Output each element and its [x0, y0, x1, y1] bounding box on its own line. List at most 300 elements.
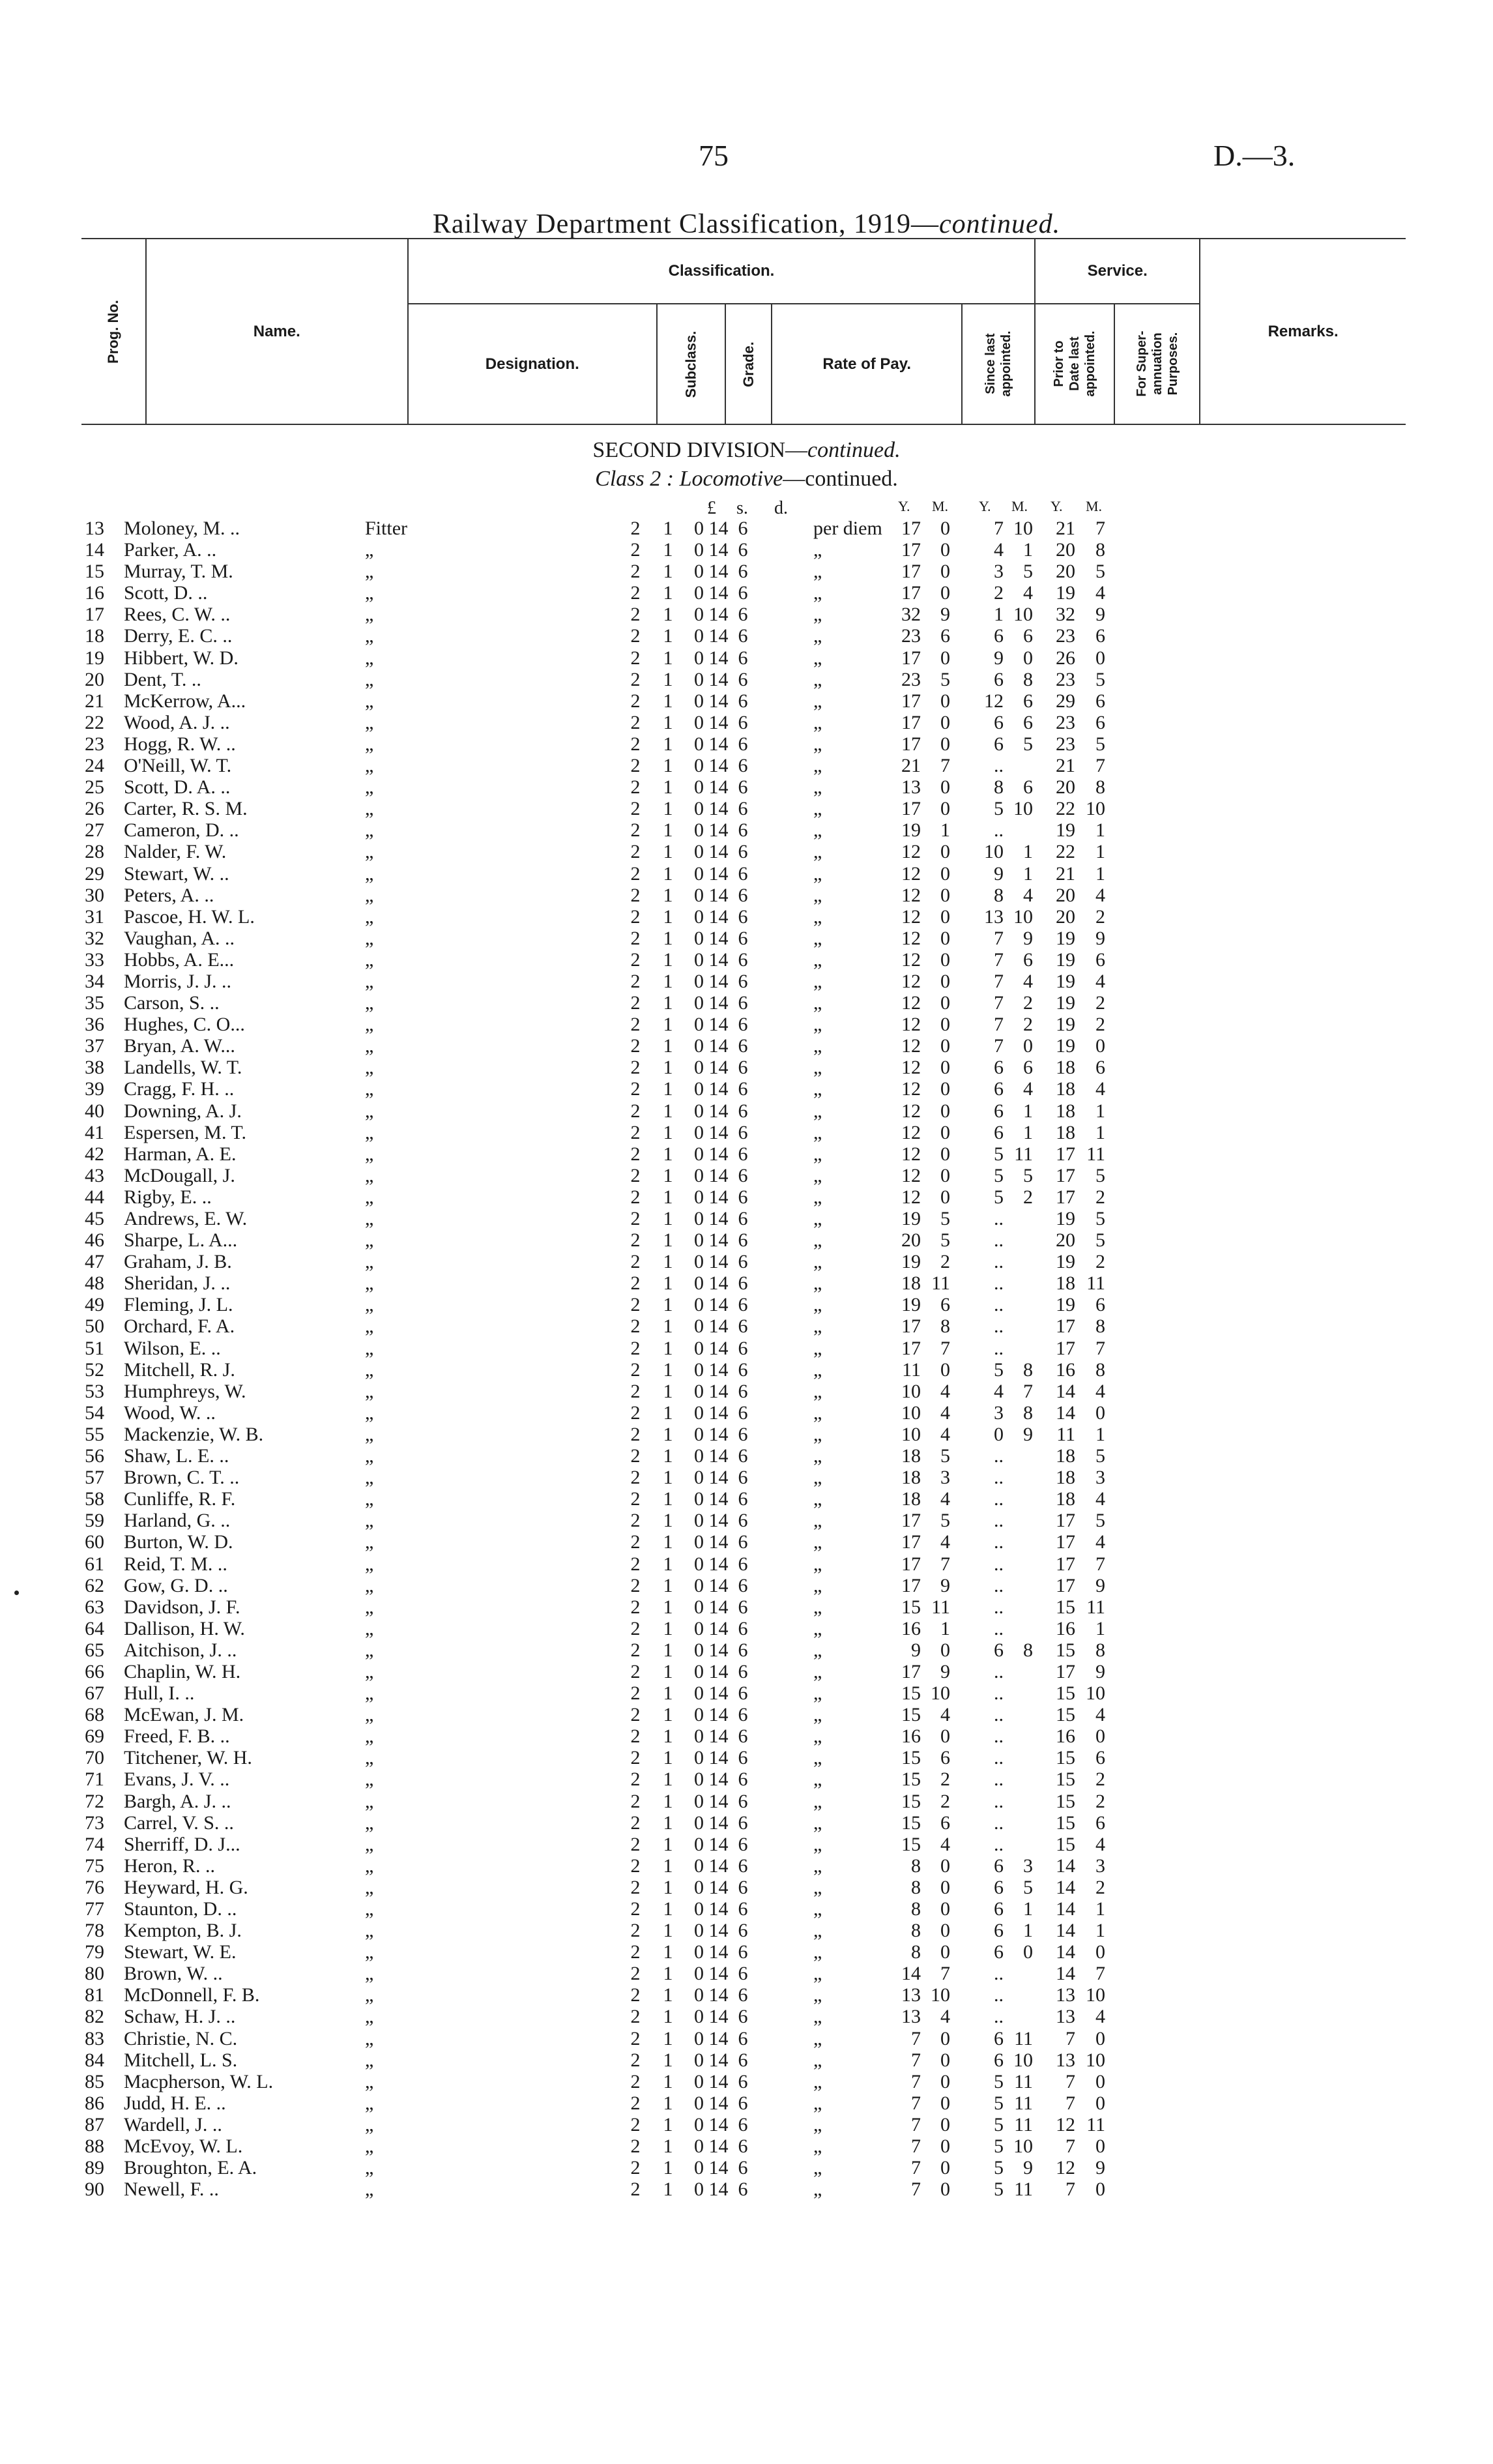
row-subclass: 2: [630, 1639, 641, 1661]
row-rate-unit: „: [813, 927, 822, 949]
row-prog-no: 54: [85, 1401, 104, 1424]
row-super-years: 13: [1056, 2049, 1075, 2071]
row-rate: 0 14 6: [694, 1963, 748, 1985]
row-prior-years: ..: [994, 1682, 1004, 1705]
row-designation: „: [365, 1682, 374, 1705]
row-prior-months: 8: [1023, 1358, 1033, 1381]
row-prior-years: ..: [994, 1445, 1004, 1467]
table-row: [0, 1596, 1493, 1618]
row-super-years: 14: [1056, 1876, 1075, 1898]
row-prior-months: 1: [1023, 1121, 1033, 1143]
row-grade: 1: [663, 1768, 673, 1791]
row-prior-years: 9: [994, 862, 1004, 885]
row-designation: „: [365, 1941, 374, 1963]
row-name: Kempton, B. J.: [124, 1920, 242, 1942]
row-subclass: 2: [630, 1229, 641, 1252]
row-subclass: 2: [630, 1876, 641, 1898]
table-row: [0, 1359, 1493, 1381]
row-name: Chaplin, W. H.: [124, 1660, 241, 1682]
row-since-years: 12: [901, 1100, 921, 1122]
row-super-years: 17: [1056, 1164, 1075, 1186]
row-super-months: 6: [1095, 625, 1105, 647]
row-since-years: 19: [901, 1294, 921, 1316]
row-rate-unit: „: [813, 2006, 822, 2028]
row-subclass: 2: [630, 518, 641, 539]
row-super-years: 18: [1056, 1272, 1075, 1295]
row-name: Mitchell, L. S.: [124, 2049, 238, 2071]
row-subclass: 2: [630, 2092, 641, 2114]
row-name: Aitchison, J. ..: [124, 1639, 237, 1661]
row-since-months: 4: [940, 1401, 950, 1424]
row-name: Dent, T. ..: [124, 668, 201, 690]
row-since-months: 0: [940, 647, 950, 669]
row-super-years: 17: [1056, 1531, 1075, 1553]
row-prior-years: ..: [994, 1963, 1004, 1985]
row-designation: „: [365, 970, 374, 992]
row-prior-years: 3: [994, 1401, 1004, 1424]
row-name: Peters, A. ..: [124, 884, 214, 906]
table-row: [0, 1682, 1493, 1704]
row-prior-months: 1: [1023, 862, 1033, 885]
row-since-months: 0: [940, 2070, 950, 2092]
row-super-years: 19: [1056, 992, 1075, 1014]
row-super-years: 17: [1056, 1574, 1075, 1596]
table-row: [0, 1122, 1493, 1143]
row-rate-unit: „: [813, 1963, 822, 1985]
row-since-years: 17: [901, 1553, 921, 1575]
row-subclass: 2: [630, 992, 641, 1014]
row-grade: 1: [663, 798, 673, 820]
row-since-years: 21: [901, 755, 921, 777]
row-designation: „: [365, 2178, 374, 2201]
row-since-months: 0: [940, 1855, 950, 1877]
row-prior-years: ..: [994, 1488, 1004, 1510]
row-super-months: 7: [1095, 1963, 1105, 1985]
row-since-months: 10: [931, 1984, 950, 2006]
row-subclass: 2: [630, 2113, 641, 2135]
row-subclass: 2: [630, 1401, 641, 1424]
row-rate: 0 14 6: [694, 1704, 748, 1726]
row-subclass: 2: [630, 1747, 641, 1769]
table-row: [0, 1661, 1493, 1682]
header-rate-of-pay: Rate of Pay.: [772, 304, 962, 424]
row-rate: 0 14 6: [694, 1725, 748, 1748]
row-prior-years: 5: [994, 1358, 1004, 1381]
row-prior-years: ..: [994, 1660, 1004, 1682]
row-grade: 1: [663, 1100, 673, 1122]
row-prog-no: 31: [85, 905, 104, 928]
table-row: [0, 2092, 1493, 2114]
row-super-months: 1: [1095, 1920, 1105, 1942]
row-rate-unit: „: [813, 1876, 822, 1898]
table-row: [0, 2006, 1493, 2027]
row-name: Wood, A. J. ..: [124, 711, 230, 733]
row-subclass: 2: [630, 1445, 641, 1467]
row-since-years: 17: [901, 1531, 921, 1553]
row-grade: 1: [663, 1898, 673, 1920]
row-rate-unit: „: [813, 1100, 822, 1122]
table-row: [0, 1229, 1493, 1251]
row-rate-unit: „: [813, 604, 822, 626]
row-prior-years: ..: [994, 1229, 1004, 1252]
row-super-months: 9: [1095, 2157, 1105, 2179]
row-subclass: 2: [630, 1251, 641, 1273]
header-name: Name.: [146, 239, 408, 424]
header-prog-no: Prog. No.: [81, 239, 146, 424]
row-since-years: 17: [901, 1315, 921, 1338]
row-name: Brown, W. ..: [124, 1963, 223, 1985]
row-since-years: 7: [911, 2113, 921, 2135]
table-header: [81, 238, 1406, 425]
row-prior-years: ..: [994, 1833, 1004, 1855]
row-grade: 1: [663, 1617, 673, 1639]
table-row: [0, 1208, 1493, 1229]
row-name: Fleming, J. L.: [124, 1294, 233, 1316]
row-super-years: 23: [1056, 668, 1075, 690]
row-prog-no: 90: [85, 2178, 104, 2201]
row-designation: „: [365, 561, 374, 583]
row-name: Stewart, W. E.: [124, 1941, 237, 1963]
row-designation: „: [365, 2027, 374, 2049]
row-name: Rees, C. W. ..: [124, 604, 231, 626]
row-name: Heron, R. ..: [124, 1855, 215, 1877]
row-grade: 1: [663, 927, 673, 949]
row-since-months: 2: [940, 1790, 950, 1812]
row-rate-unit: „: [813, 2092, 822, 2114]
row-rate-unit: „: [813, 1574, 822, 1596]
row-prog-no: 83: [85, 2027, 104, 2049]
row-rate-unit: „: [813, 1660, 822, 1682]
row-prog-no: 70: [85, 1747, 104, 1769]
row-designation: „: [365, 2092, 374, 2114]
table-row: [0, 647, 1493, 669]
table-row: [0, 1251, 1493, 1272]
row-prior-years: 4: [994, 1380, 1004, 1402]
row-since-years: 15: [901, 1747, 921, 1769]
row-prog-no: 62: [85, 1574, 104, 1596]
row-since-months: 2: [940, 1251, 950, 1273]
row-grade: 1: [663, 1423, 673, 1445]
row-super-months: 4: [1095, 2006, 1105, 2028]
row-super-years: 32: [1056, 604, 1075, 626]
row-super-years: 19: [1056, 948, 1075, 971]
row-super-months: 0: [1095, 1035, 1105, 1057]
class-prefix: Class 2 :: [595, 467, 680, 491]
row-prog-no: 84: [85, 2049, 104, 2071]
table-row: [0, 1315, 1493, 1337]
row-rate: 0 14 6: [694, 1229, 748, 1252]
row-name: Mitchell, R. J.: [124, 1358, 235, 1381]
row-subclass: 2: [630, 2178, 641, 2201]
row-grade: 1: [663, 2027, 673, 2049]
row-subclass: 2: [630, 1510, 641, 1532]
row-prior-years: 6: [994, 711, 1004, 733]
row-designation: „: [365, 798, 374, 820]
row-super-years: 22: [1056, 798, 1075, 820]
row-prog-no: 74: [85, 1833, 104, 1855]
row-since-months: 0: [940, 1078, 950, 1100]
table-row: [0, 1165, 1493, 1186]
row-prog-no: 81: [85, 1984, 104, 2006]
row-designation: „: [365, 2049, 374, 2071]
row-grade: 1: [663, 1531, 673, 1553]
row-prior-months: 1: [1023, 1100, 1033, 1122]
row-prior-months: 8: [1023, 668, 1033, 690]
row-since-years: 17: [901, 539, 921, 561]
row-super-years: 15: [1056, 1790, 1075, 1812]
row-since-years: 15: [901, 1790, 921, 1812]
row-grade: 1: [663, 1920, 673, 1942]
row-rate: 0 14 6: [694, 1596, 748, 1618]
row-grade: 1: [663, 776, 673, 799]
row-name: Derry, E. C. ..: [124, 625, 233, 647]
row-since-years: 18: [901, 1445, 921, 1467]
row-subclass: 2: [630, 2157, 641, 2179]
table-row: [0, 625, 1493, 647]
row-designation: „: [365, 2070, 374, 2092]
table-row: [0, 1984, 1493, 2006]
row-super-months: 6: [1095, 1294, 1105, 1316]
row-subclass: 2: [630, 1272, 641, 1295]
row-grade: 1: [663, 1488, 673, 1510]
row-prior-months: 11: [1014, 1143, 1033, 1165]
row-super-months: 4: [1095, 582, 1105, 604]
row-rate: 0 14 6: [694, 1315, 748, 1338]
table-row: [0, 1725, 1493, 1747]
row-prior-years: 5: [994, 1186, 1004, 1208]
row-since-months: 0: [940, 1920, 950, 1942]
row-super-years: 18: [1056, 1488, 1075, 1510]
row-super-years: 14: [1056, 1855, 1075, 1877]
row-rate-unit: „: [813, 1941, 822, 1963]
row-name: Judd, H. E. ..: [124, 2092, 226, 2114]
row-name: Cameron, D. ..: [124, 819, 239, 842]
row-super-months: 9: [1095, 927, 1105, 949]
table-row: [0, 1402, 1493, 1424]
row-name: Newell, F. ..: [124, 2178, 219, 2201]
row-rate-unit: „: [813, 1337, 822, 1359]
row-since-years: 18: [901, 1467, 921, 1489]
row-super-years: 15: [1056, 1747, 1075, 1769]
row-since-months: 4: [940, 1380, 950, 1402]
header-for-super: For Super-annuation Purposes.: [1114, 304, 1200, 424]
row-super-years: 20: [1056, 1229, 1075, 1252]
row-prog-no: 43: [85, 1164, 104, 1186]
row-super-years: 17: [1056, 1186, 1075, 1208]
row-prior-years: 6: [994, 1100, 1004, 1122]
division-suffix: continued.: [807, 438, 901, 462]
table-row: [0, 1488, 1493, 1510]
row-since-years: 8: [911, 1941, 921, 1963]
row-super-months: 0: [1095, 2027, 1105, 2049]
row-super-years: 17: [1056, 1510, 1075, 1532]
row-subclass: 2: [630, 1078, 641, 1100]
row-designation: „: [365, 1078, 374, 1100]
row-prog-no: 77: [85, 1898, 104, 1920]
row-since-months: 8: [940, 1315, 950, 1338]
row-since-years: 17: [901, 1510, 921, 1532]
table-row: [0, 1531, 1493, 1553]
row-prior-months: 2: [1023, 992, 1033, 1014]
row-super-years: 19: [1056, 927, 1075, 949]
row-since-years: 20: [901, 1229, 921, 1252]
row-super-months: 0: [1095, 1401, 1105, 1424]
row-super-months: 0: [1095, 2135, 1105, 2158]
row-designation: „: [365, 2113, 374, 2135]
row-grade: 1: [663, 1121, 673, 1143]
row-prior-years: 6: [994, 1920, 1004, 1942]
row-designation: „: [365, 690, 374, 712]
table-row: [0, 690, 1493, 712]
row-rate-unit: „: [813, 798, 822, 820]
row-prior-months: 4: [1023, 582, 1033, 604]
row-prior-years: 1: [994, 604, 1004, 626]
row-designation: „: [365, 1272, 374, 1295]
row-since-years: 17: [901, 711, 921, 733]
row-prior-years: ..: [994, 1208, 1004, 1229]
row-rate: 0 14 6: [694, 668, 748, 690]
row-rate-unit: „: [813, 1639, 822, 1661]
row-subclass: 2: [630, 2070, 641, 2092]
margin-dot: [14, 1591, 19, 1595]
row-prog-no: 18: [85, 625, 104, 647]
row-grade: 1: [663, 905, 673, 928]
row-grade: 1: [663, 2070, 673, 2092]
row-rate-unit: „: [813, 647, 822, 669]
row-grade: 1: [663, 1164, 673, 1186]
row-since-months: 5: [940, 668, 950, 690]
row-super-years: 14: [1056, 1963, 1075, 1985]
row-super-years: 19: [1056, 1014, 1075, 1036]
row-prog-no: 53: [85, 1380, 104, 1402]
table-row: [0, 949, 1493, 971]
row-subclass: 2: [630, 927, 641, 949]
row-grade: 1: [663, 2113, 673, 2135]
row-super-months: 4: [1095, 1380, 1105, 1402]
row-grade: 1: [663, 1704, 673, 1726]
page-number: 75: [699, 139, 729, 172]
row-grade: 1: [663, 841, 673, 863]
row-name: Parker, A. ..: [124, 539, 217, 561]
row-super-years: 20: [1056, 561, 1075, 583]
row-prior-months: 11: [1014, 2113, 1033, 2135]
row-designation: „: [365, 1531, 374, 1553]
row-since-months: 10: [931, 1682, 950, 1705]
row-subclass: 2: [630, 1380, 641, 1402]
row-grade: 1: [663, 1984, 673, 2006]
row-name: Bargh, A. J. ..: [124, 1790, 231, 1812]
row-name: Hobbs, A. E...: [124, 948, 235, 971]
row-name: Orchard, F. A.: [124, 1315, 235, 1338]
row-rate-unit: „: [813, 1315, 822, 1338]
row-designation: „: [365, 1315, 374, 1338]
row-name: Stewart, W. ..: [124, 862, 229, 885]
row-prior-months: 9: [1023, 927, 1033, 949]
row-name: Humphreys, W.: [124, 1380, 246, 1402]
row-rate-unit: „: [813, 862, 822, 885]
row-name: Hibbert, W. D.: [124, 647, 239, 669]
row-since-years: 7: [911, 2070, 921, 2092]
row-name: Shaw, L. E. ..: [124, 1445, 229, 1467]
row-grade: 1: [663, 1876, 673, 1898]
row-prog-no: 47: [85, 1251, 104, 1273]
row-prog-no: 55: [85, 1423, 104, 1445]
table-row: [0, 1791, 1493, 1812]
row-super-years: 21: [1056, 862, 1075, 885]
row-prog-no: 87: [85, 2113, 104, 2135]
row-prog-no: 89: [85, 2157, 104, 2179]
row-name: Morris, J. J. ..: [124, 970, 232, 992]
row-subclass: 2: [630, 1057, 641, 1079]
table-row: [0, 1575, 1493, 1596]
row-since-months: 0: [940, 539, 950, 561]
row-prior-years: ..: [994, 1617, 1004, 1639]
row-subclass: 2: [630, 1963, 641, 1985]
row-prog-no: 16: [85, 582, 104, 604]
row-rate: 0 14 6: [694, 1488, 748, 1510]
row-prog-no: 59: [85, 1510, 104, 1532]
row-super-years: 18: [1056, 1445, 1075, 1467]
row-since-months: 0: [940, 1121, 950, 1143]
row-since-months: 0: [940, 841, 950, 863]
row-subclass: 2: [630, 711, 641, 733]
row-super-years: 23: [1056, 733, 1075, 755]
row-rate-unit: „: [813, 1251, 822, 1273]
row-grade: 1: [663, 1941, 673, 1963]
header-grade: Grade.: [725, 304, 772, 424]
row-prog-no: 13: [85, 518, 104, 539]
row-since-months: 3: [940, 1467, 950, 1489]
row-since-months: 0: [940, 1143, 950, 1165]
row-prior-years: 6: [994, 2049, 1004, 2071]
row-designation: „: [365, 1358, 374, 1381]
table-row: [0, 1014, 1493, 1035]
row-rate: 0 14 6: [694, 1272, 748, 1295]
table-row: [0, 2028, 1493, 2049]
row-since-months: 11: [931, 1596, 950, 1618]
row-super-months: 11: [1086, 1272, 1105, 1295]
row-subclass: 2: [630, 862, 641, 885]
row-designation: „: [365, 1811, 374, 1834]
row-super-months: 8: [1095, 1315, 1105, 1338]
row-since-years: 8: [911, 1855, 921, 1877]
table-row: [0, 971, 1493, 992]
row-since-years: 10: [901, 1401, 921, 1424]
row-subclass: 2: [630, 1315, 641, 1338]
row-super-months: 7: [1095, 1337, 1105, 1359]
row-prog-no: 37: [85, 1035, 104, 1057]
row-subclass: 2: [630, 733, 641, 755]
table-row: [0, 1747, 1493, 1768]
row-super-months: 11: [1086, 1596, 1105, 1618]
row-grade: 1: [663, 668, 673, 690]
row-rate-unit: „: [813, 2070, 822, 2092]
row-super-months: 1: [1095, 1100, 1105, 1122]
row-super-years: 29: [1056, 690, 1075, 712]
row-rate: 0 14 6: [694, 2135, 748, 2158]
row-prog-no: 46: [85, 1229, 104, 1252]
row-prior-years: 7: [994, 992, 1004, 1014]
row-name: Bryan, A. W...: [124, 1035, 235, 1057]
row-grade: 1: [663, 2135, 673, 2158]
row-rate: 0 14 6: [694, 1984, 748, 2006]
row-since-years: 17: [901, 690, 921, 712]
row-grade: 1: [663, 1725, 673, 1748]
table-row: [0, 1941, 1493, 1963]
row-designation: „: [365, 1143, 374, 1165]
row-subclass: 2: [630, 1100, 641, 1122]
row-rate-unit: „: [813, 2135, 822, 2158]
